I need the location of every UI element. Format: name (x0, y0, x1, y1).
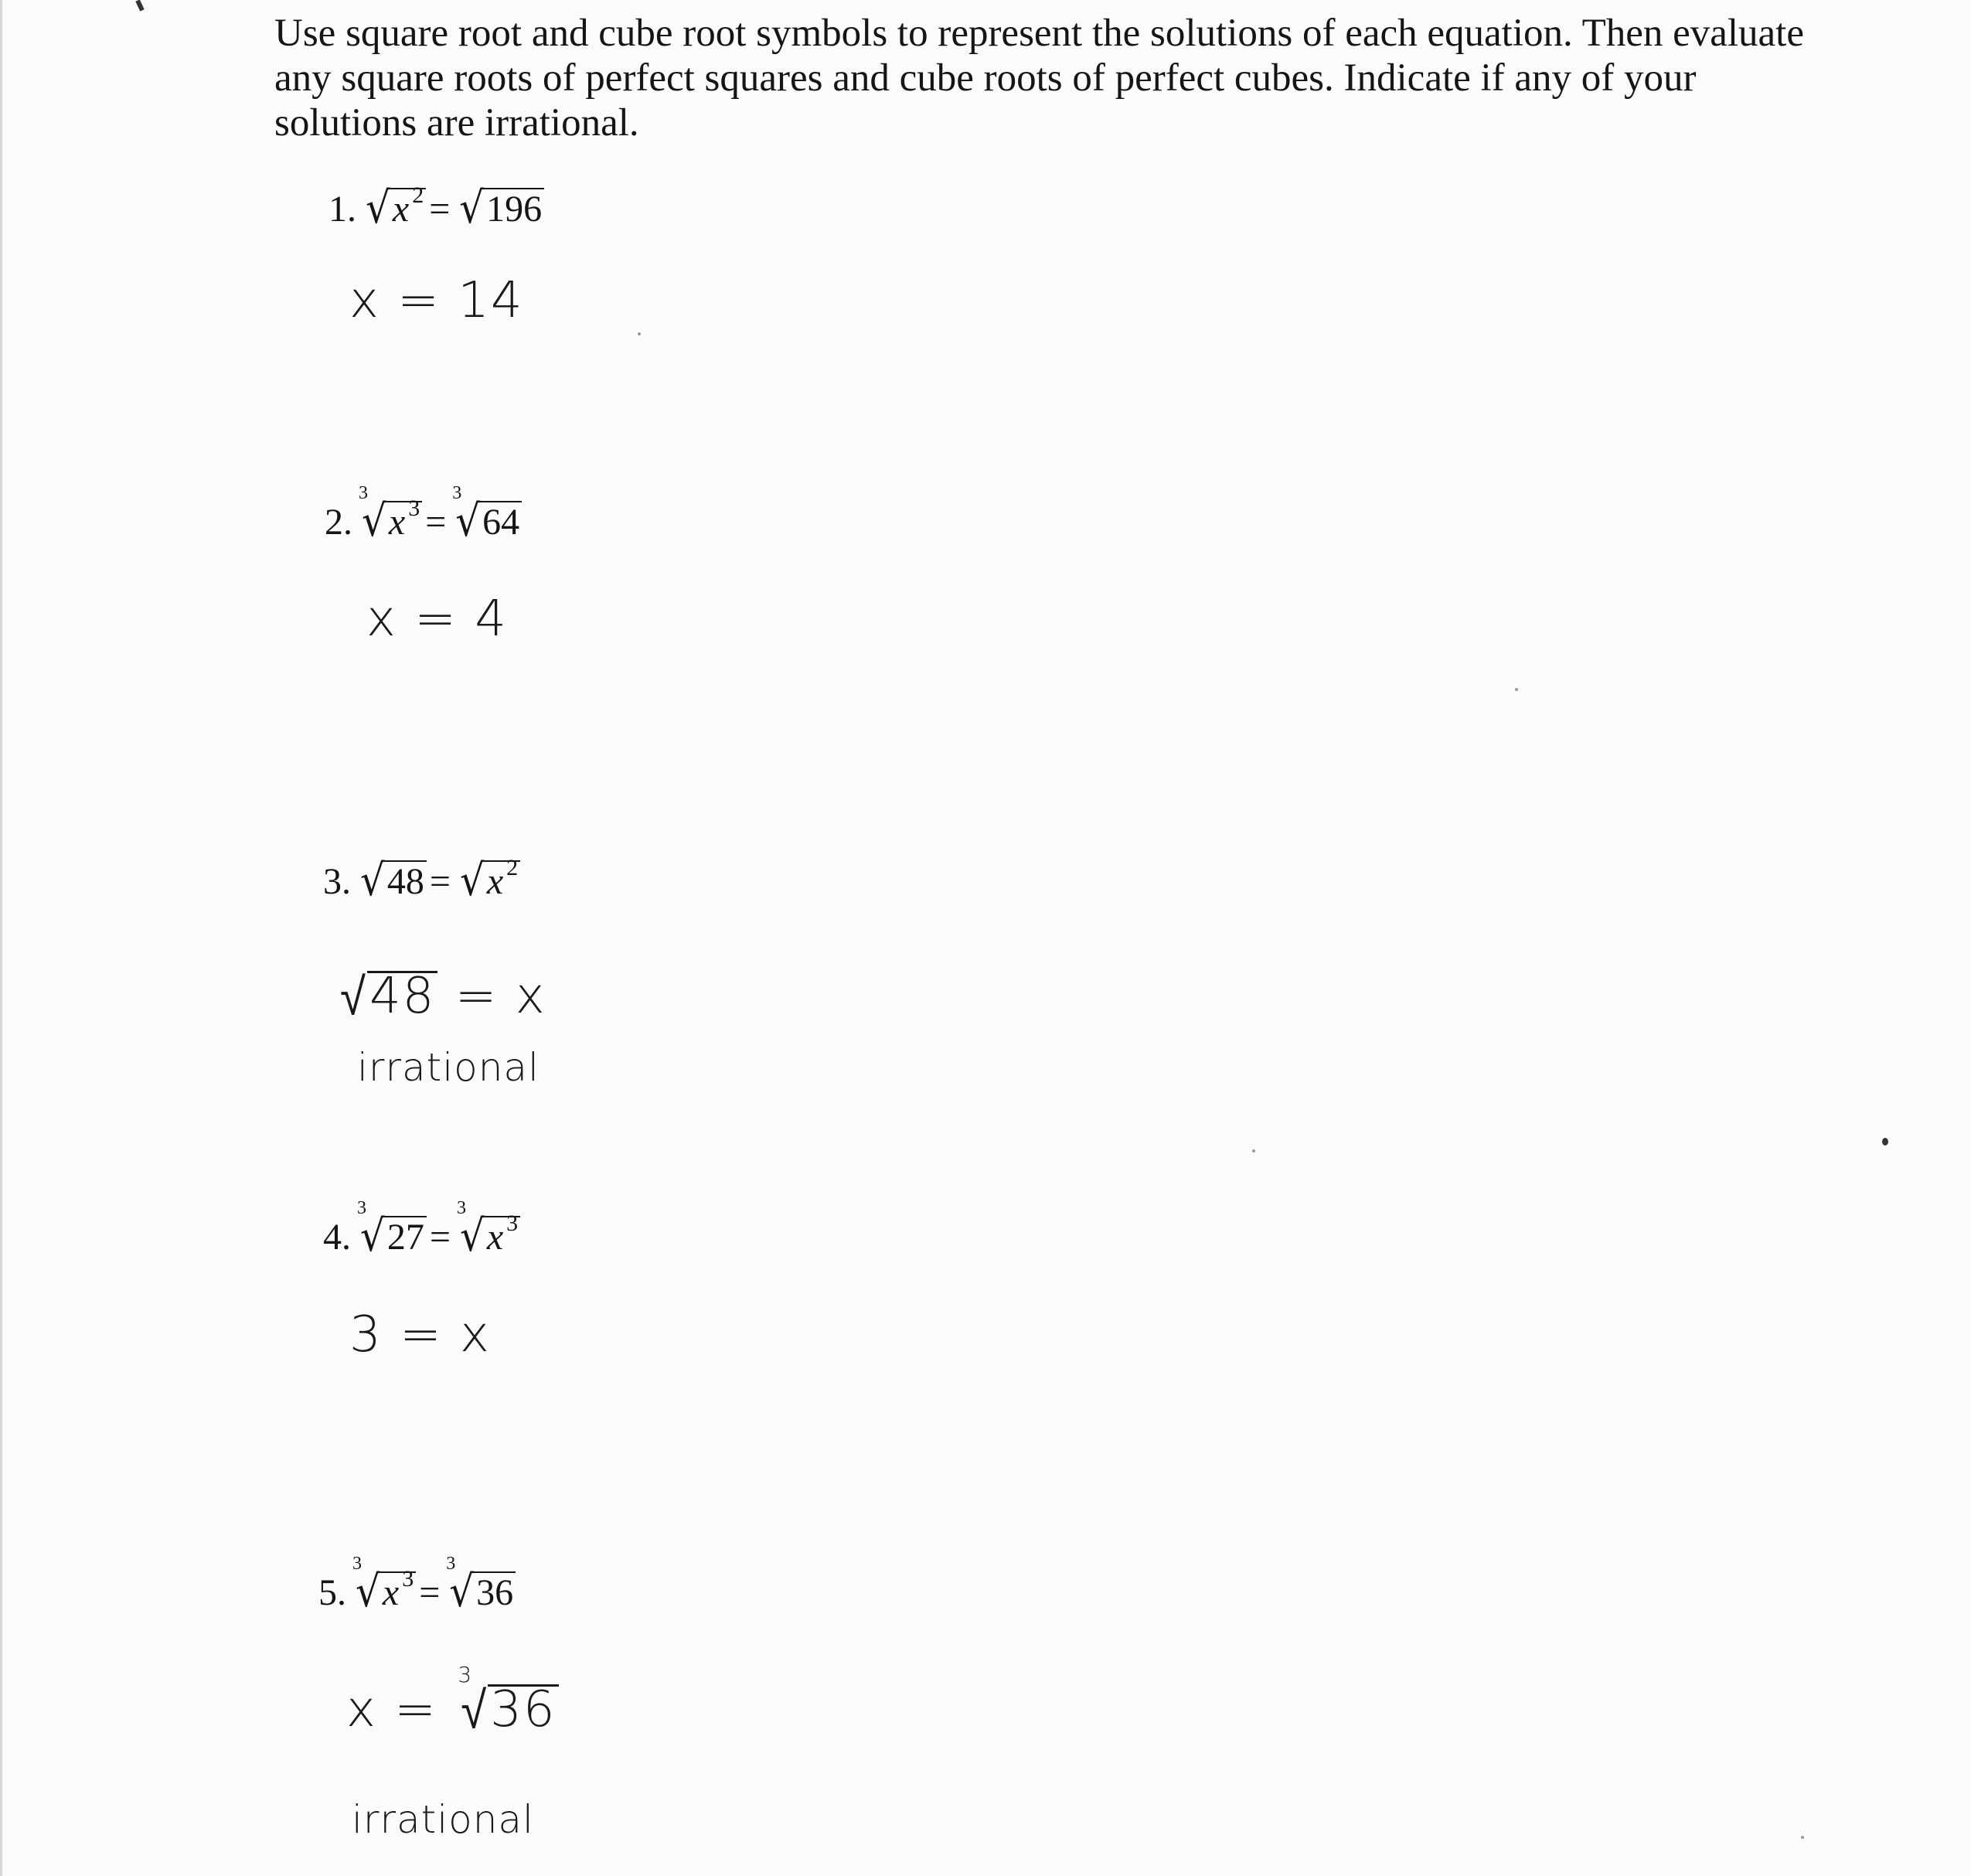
rhs-radical (443, 1554, 516, 1617)
scan-speck (1515, 688, 1518, 691)
equals-sign: = (419, 1572, 441, 1613)
problem-1-answer (349, 272, 524, 329)
rhs-radical (454, 855, 520, 907)
lhs-radical (349, 1554, 416, 1618)
answer-prefix: 3 = x (349, 1306, 491, 1364)
exponent: 3 (402, 1566, 414, 1592)
radical-sign-icon: √ (356, 1566, 380, 1617)
problem-3-equation (323, 855, 520, 907)
answer-radicand: 36 (490, 1681, 557, 1738)
exponent: 3 (506, 1210, 519, 1236)
exponent: 2 (506, 855, 519, 880)
radicand: 196 (486, 189, 543, 230)
radical-sign-icon: √ (360, 855, 385, 906)
radical-sign-icon: √ (366, 182, 390, 233)
radicand: 64 (482, 502, 520, 543)
answer-prefix: x = (366, 591, 458, 648)
equals-sign: = (429, 861, 451, 902)
radicand: x (392, 189, 410, 230)
radical-sign-icon: √ (449, 1566, 475, 1617)
pen-mark (135, 0, 144, 12)
radical-index: 3 (359, 483, 368, 503)
answer-radical (454, 1662, 558, 1742)
answer-radicand: 48 (369, 968, 436, 1025)
problem-4-equation (323, 1198, 520, 1262)
problem-5-answer (346, 1662, 559, 1742)
radical-index: 3 (352, 1554, 362, 1574)
scan-speck (1882, 1138, 1888, 1146)
problem-number: 3. (323, 861, 351, 902)
problem-number: 1. (328, 189, 356, 230)
radical-index: 3 (357, 1198, 366, 1218)
lhs-radical (356, 483, 422, 547)
rhs-radical (454, 1198, 520, 1262)
radical-sign-icon: √ (340, 966, 367, 1028)
rhs-radical (453, 182, 544, 233)
problem-number: 2. (325, 502, 352, 543)
exponent: 3 (408, 495, 420, 521)
scan-edge (0, 0, 2, 1876)
radical-sign-icon: √ (455, 495, 481, 546)
radicand: 36 (476, 1572, 514, 1613)
radical-sign-icon: √ (459, 855, 485, 906)
equals-sign: = (425, 502, 447, 543)
radical-index: 3 (458, 1662, 474, 1687)
radical-index: 3 (452, 483, 462, 503)
lhs-radical (354, 855, 427, 906)
radical-index: 3 (446, 1554, 456, 1574)
radical-sign-icon: √ (461, 1680, 488, 1742)
answer-prefix: x = (349, 272, 441, 329)
exponent: 2 (412, 182, 424, 208)
scan-speck (1801, 1836, 1804, 1839)
problem-3-note: irrational (357, 1045, 540, 1090)
problem-2-equation (325, 483, 522, 547)
problem-5-note: irrational (352, 1797, 534, 1842)
answer-suffix: = x (454, 968, 546, 1025)
radical-sign-icon: √ (362, 495, 386, 546)
radicand: x (382, 1572, 400, 1613)
radical-sign-icon: √ (459, 1210, 485, 1261)
scan-speck (638, 332, 641, 335)
answer-radical (334, 966, 437, 1028)
radicand: 27 (386, 1217, 424, 1258)
radicand: x (486, 1217, 504, 1258)
radical-sign-icon: √ (360, 1210, 385, 1261)
radical-sign-icon: √ (459, 182, 485, 233)
radicand: x (486, 861, 504, 902)
lhs-radical (354, 1198, 427, 1261)
answer-suffix: 4 (475, 591, 508, 648)
rhs-radical (449, 483, 522, 546)
problem-4-answer (349, 1306, 491, 1364)
radical-index: 3 (456, 1198, 466, 1218)
scan-speck (1252, 1149, 1255, 1152)
equals-sign: = (429, 1217, 451, 1258)
problem-number: 4. (323, 1217, 351, 1258)
problem-2-answer (366, 591, 508, 648)
radicand: x (388, 502, 406, 543)
lhs-radical (359, 182, 426, 234)
answer-prefix: x = (346, 1681, 437, 1738)
instructions: Use square root and cube root symbols to represent the solutions of each equation. Then evaluate any square roots of perfect squares and cube roots of perfect cubes. Indicate if any of your solutions are irrational. (274, 12, 1804, 145)
problem-1-equation (328, 182, 544, 234)
radicand: 48 (386, 861, 424, 902)
equals-sign: = (429, 189, 451, 230)
problem-3-answer (334, 966, 546, 1028)
problem-5-equation (318, 1554, 516, 1618)
problem-number: 5. (318, 1572, 346, 1613)
answer-suffix: 14 (458, 272, 524, 329)
